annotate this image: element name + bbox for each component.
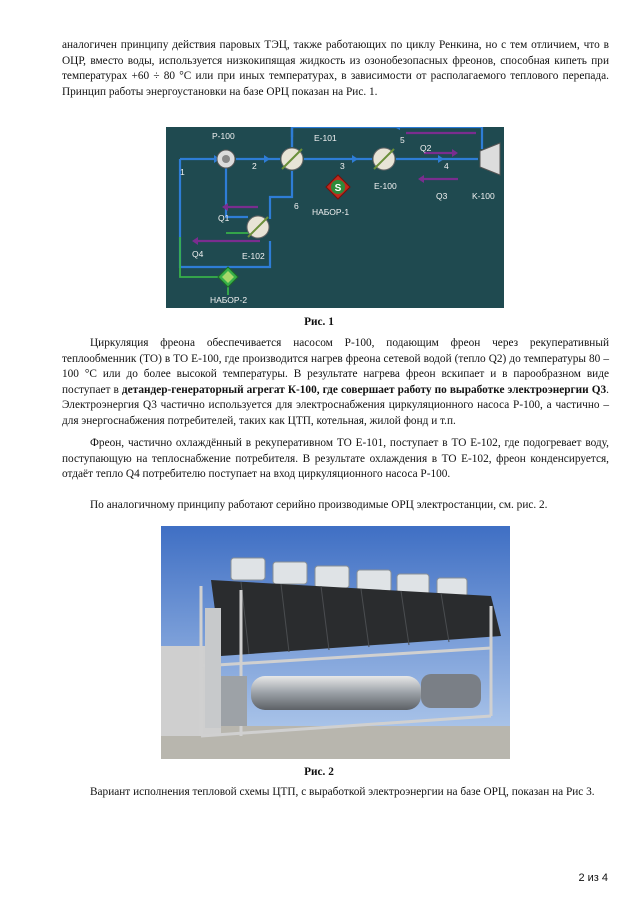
label-p100: P-100: [212, 131, 235, 141]
label-k100: K-100: [472, 191, 495, 201]
pump-p100: [217, 150, 235, 168]
orc-plant-photo: [161, 526, 510, 759]
label-nabor1: НАБОР-1: [312, 207, 350, 217]
label-e102: E-102: [242, 251, 265, 261]
figure1-caption: Рис. 1: [304, 316, 334, 328]
label-e101: E-101: [314, 133, 337, 143]
paragraph-circulation-bold: детандер-генераторный агрегат К-100, где совершает работу по выработке электроэнергии Q3: [121, 383, 607, 396]
heat-exchanger-e101: [281, 148, 303, 170]
paragraph-circulation-text-b: . Электроэнергия Q3 частично используется для электроснабжения циркуляционного насоса Р-100, а частично – для энергоснабжения потребителей, таких как ЦТП, котельная, жилой фонд и т.п.: [62, 383, 609, 427]
label-stream-5: 5: [400, 135, 405, 145]
orc-process-diagram: [166, 127, 504, 308]
paragraph-serial-plants: По аналогичному принципу работают серийно производимые ОРЦ электростанции, см. рис. 2.: [90, 499, 548, 511]
figure2-caption: Рис. 2: [304, 766, 334, 778]
label-q4: Q4: [192, 249, 204, 259]
label-stream-3: 3: [340, 161, 345, 171]
heat-exchanger-e102: [247, 216, 269, 238]
paragraph-cooling: Фреон, частично охлаждённый в рекуперативном ТО Е-101, поступает в ТО Е-102, где подогревает воду, поступающую на теплоснабжение потребителя. В результате охлаждения в ТО Е-102, фреон конденсируется, отдаёт тепло Q4 потребителю поступает на вход циркуляционного насоса Р-100.: [62, 437, 609, 481]
label-q1: Q1: [218, 213, 230, 223]
label-nabor2: НАБОР-2: [210, 295, 248, 305]
paragraph-intro: аналогичен принципу действия паровых ТЭЦ, также работающих по циклу Ренкина, но с тем отличием, что в ОЦР, вместо воды, используется низкокипящая жидкость из озонобезопасных фреонов, способная кипеть при температурах +60 ÷ 80 °С или при иных температурах, в зависимости от располагаемого теплового перепада. Принцип работы энергоустановки на базе ОРЦ показан на Рис. 1.: [62, 39, 609, 98]
label-q2: Q2: [420, 143, 432, 153]
label-stream-2: 2: [252, 161, 257, 171]
label-e100: E-100: [374, 181, 397, 191]
label-stream-6: 6: [294, 201, 299, 211]
page-number: 2 из 4: [578, 872, 608, 884]
label-stream-1: 1: [180, 167, 185, 177]
nabor1-s-label: S: [334, 183, 342, 194]
heat-exchanger-e100: [373, 148, 395, 170]
paragraph-circulation-text-a: Циркуляция фреона обеспечивается насосом Р-100, подающим фреон через рекуперативный теплообменник (ТО) в ТО Е-100, где производится нагрев фреона сетевой водой (тепло Q2) до температуры 80 – 100 °С или до более высокой температуры. В результате нагрева фреон вскипает и в парообразном виде поступает в: [62, 337, 609, 396]
paragraph-circulation: [62, 336, 609, 430]
label-q3: Q3: [436, 191, 448, 201]
label-stream-4: 4: [444, 161, 449, 171]
paragraph-variant: Вариант исполнения тепловой схемы ЦТП, с выработкой электроэнергии на базе ОРЦ, показан на Рис 3.: [90, 786, 595, 798]
